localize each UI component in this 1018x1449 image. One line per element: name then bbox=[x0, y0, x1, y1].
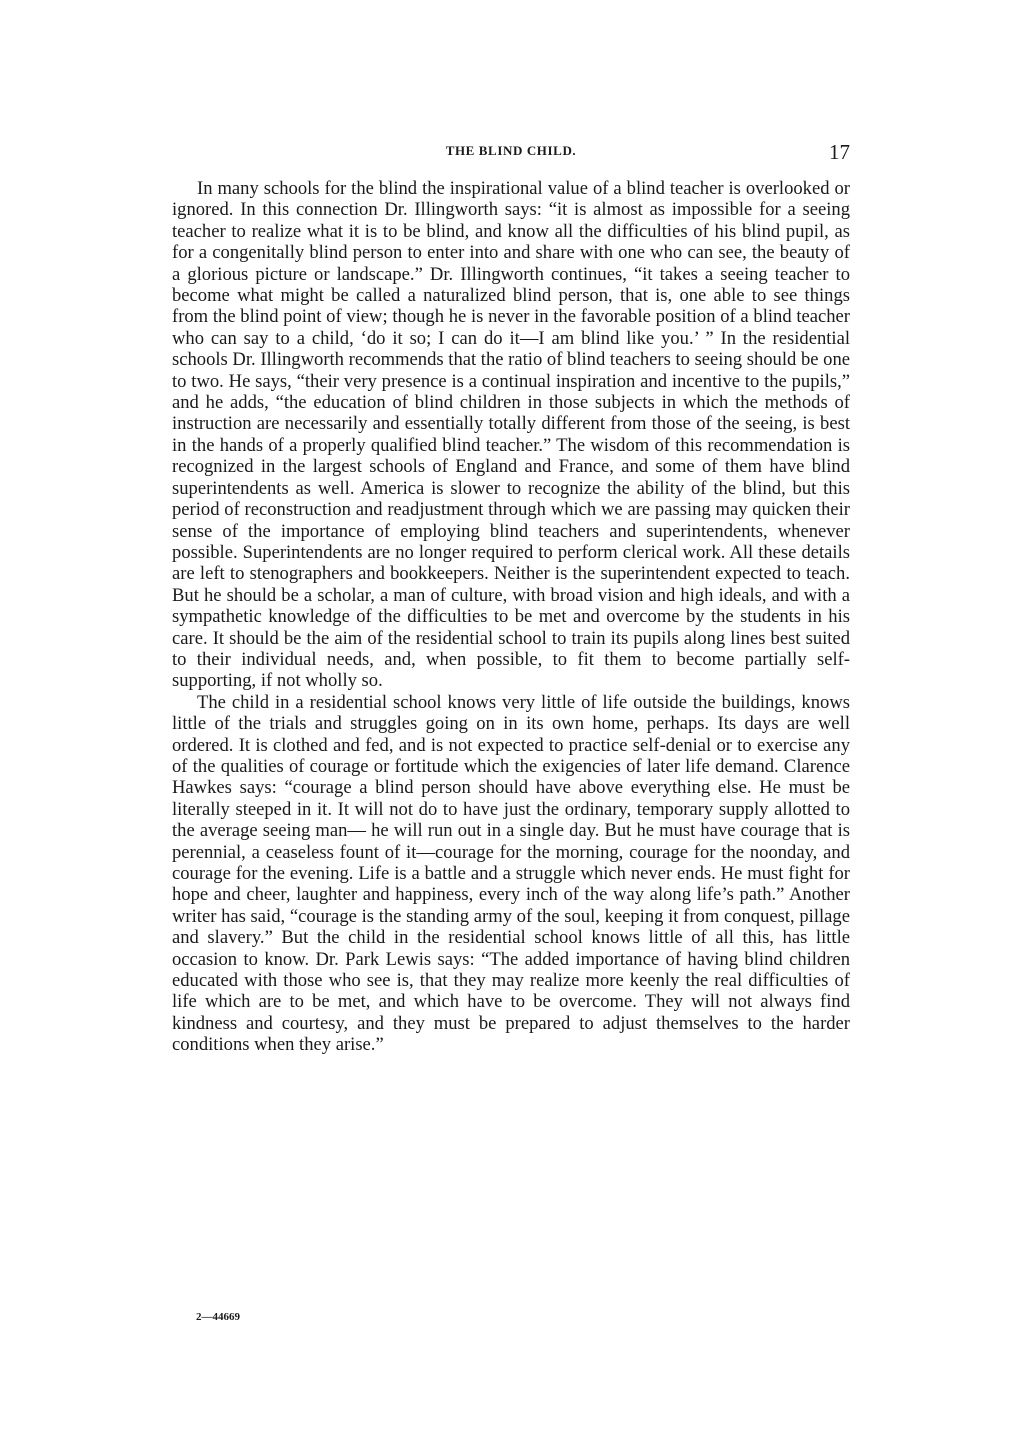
running-title: THE BLIND CHILD. bbox=[445, 143, 577, 158]
signature-mark: 2—44669 bbox=[196, 1311, 240, 1323]
paragraph-blind-teachers: In many schools for the blind the inspirational value of a blind teacher is overlooked or ignored. In this connection Dr. Illingworth says: “it is almost as impossible for a seeing teacher to realize what it is to be blind, and know all the difficulties of his blind pupil, as for a congenitally blind person to enter into and share with one who can see, the beauty of a glorious picture or landscape.” Dr. Illingworth continues, “it takes a seeing teacher to become what might be called a naturalized blind person, that is, one able to see things from the blind point of view; though he is never in the favorable position of a blind teacher who can say to a child, ‘do it so; I can do it—I am blind like you.’ ” In the residential schools Dr. Illingworth recommends that the ratio of blind teachers to seeing should be one to two. He says, “their very presence is a continual inspiration and incentive to the pupils,” and he adds, “the education of blind children in those subjects in which the methods of instruction are necessarily and essentially totally different from those of the seeing, is best in the hands of a properly qualified blind teacher.” The wisdom of this recommendation is recognized in the largest schools of England and France, and some of them have blind superintendents as well. America is slower to recognize the ability of the blind, but this period of reconstruction and readjustment through which we are passing may quicken their sense of the importance of employing blind teachers and superintendents, whenever possible. Superintendents are no longer required to perform clerical work. All these details are left to stenographers and bookkeepers. Neither is the superintendent expected to teach. But he should be a scholar, a man of culture, with broad vision and high ideals, and with a sympathetic knowledge of the difficulties to be met and overcome by the students in his care. It should be the aim of the residential school to train its pupils along lines best suited to their individual needs, and, when possible, to fit them to become partially self-supporting, if not wholly so. bbox=[172, 178, 850, 692]
page-number: 17 bbox=[829, 140, 850, 164]
body-text bbox=[172, 178, 850, 1056]
paragraph-residential-school: The child in a residential school knows very little of life outside the buildings, knows little of the trials and struggles going on in its own home, perhaps. Its days are well ordered. It is clothed and fed, and is not expected to practice self-denial or to exercise any of the qualities of courage or fortitude which the exigencies of later life demand. Clarence Hawkes says: “courage a blind person should have above everything else. He must be literally steeped in it. It will not do to have just the ordinary, temporary supply allotted to the average seeing man— he will run out in a single day. But he must have courage that is perennial, a ceaseless fount of it—courage for the morning, courage for the noonday, and courage for the evening. Life is a battle and a struggle which never ends. He must fight for hope and cheer, laughter and happiness, every inch of the way along life’s path.” Another writer has said, “courage is the standing army of the soul, keeping it from conquest, pillage and slavery.” But the child in the residential school knows little of all this, has little occasion to know. Dr. Park Lewis says: “The added importance of having blind children educated with those who see is, that they may realize more keenly the real difficulties of life which are to be met, and which have to be overcome. They will not always find kindness and courtesy, and they must be prepared to adjust themselves to the harder conditions when they arise.” bbox=[172, 691, 850, 1056]
running-head bbox=[172, 140, 850, 164]
